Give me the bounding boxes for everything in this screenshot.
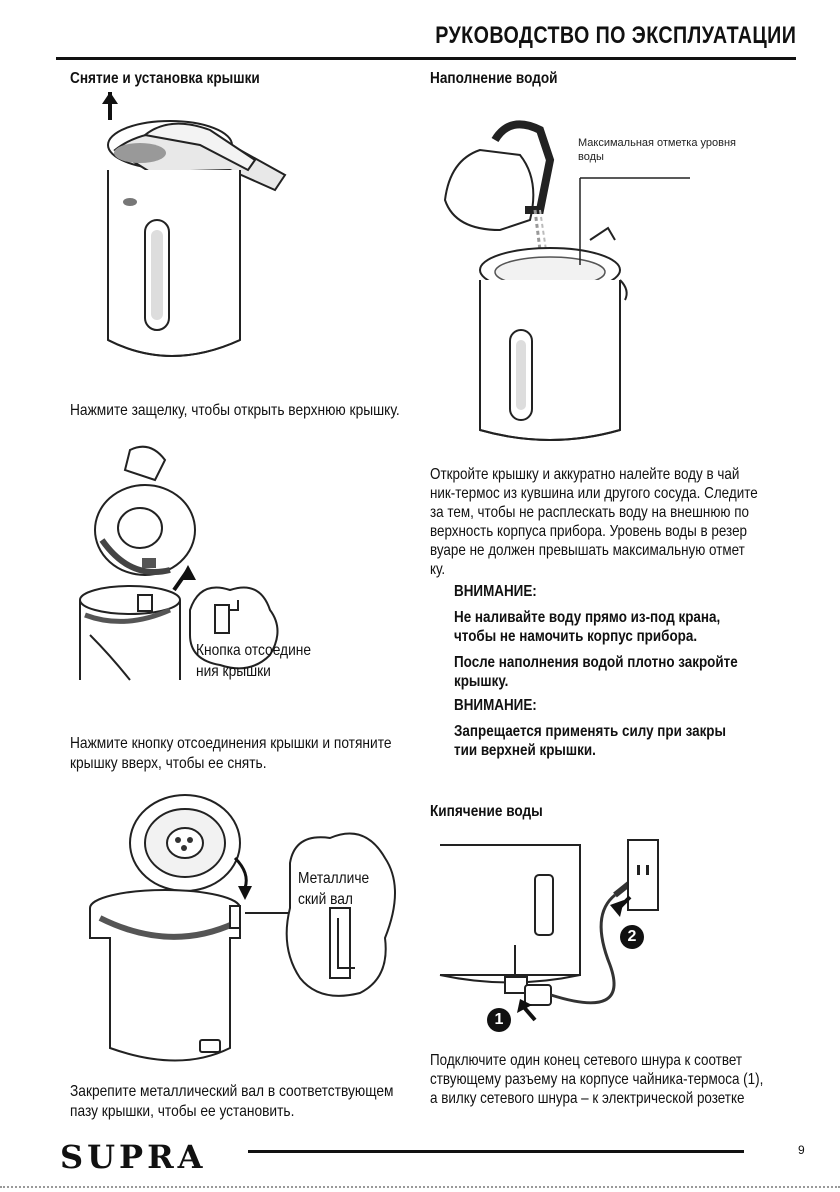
caption-line-1: Закрепите металлический вал в соответствующем — [70, 1083, 394, 1100]
para-line: вуаре не должен превышать максимальную отмет — [430, 542, 745, 559]
label-line-2: воды — [578, 151, 604, 163]
step-1-badge: 1 — [487, 1008, 511, 1032]
section-heading-lid: Снятие и установка крышки — [70, 70, 260, 87]
callout-metal-shaft — [298, 868, 369, 910]
callout-line-2: ния крышки — [196, 663, 271, 680]
label-line-1: Максимальная отметка уровня — [578, 137, 737, 149]
para-line: Откройте крышку и аккуратно налейте воду в чай — [430, 466, 740, 483]
para-line: Подключите один конец сетевого шнура к соответ — [430, 1052, 743, 1069]
warning-line: чтобы не намочить корпус прибора. — [454, 628, 698, 645]
lid-installation-illustration — [80, 778, 410, 1068]
para-line: ку. — [430, 561, 446, 578]
warning-text-tap — [454, 608, 720, 646]
warning-line: Не наливайте воду прямо из-под крана, — [454, 609, 721, 626]
warning-title-2: ВНИМАНИЕ: — [454, 697, 537, 714]
step-2-badge: 2 — [620, 925, 644, 949]
caption-line-1: Нажмите кнопку отсоединения крышки и потяните — [70, 735, 392, 752]
warning-text-close-lid — [454, 653, 738, 691]
caption-install-lid — [70, 1082, 393, 1122]
callout-line-2: ский вал — [298, 891, 353, 908]
para-line: а вилку сетевого шнура – к электрической розетке — [430, 1090, 745, 1107]
page-number: 9 — [798, 1143, 805, 1157]
para-line: ник-термос из кувшина или другого сосуда. Следите — [430, 485, 758, 502]
callout-lid-release-button — [196, 640, 311, 682]
caption-open-lid: Нажмите защелку, чтобы открыть верхнюю крышку. — [70, 402, 400, 419]
page-header-title: РУКОВОДСТВО ПО ЭКСПЛУАТАЦИИ — [434, 22, 796, 49]
warning-line: Запрещается применять силу при закры — [454, 723, 727, 740]
brand-logo: SUPRA — [60, 1138, 207, 1176]
warning-line: После наполнения водой плотно закройте — [454, 654, 738, 671]
page-edge-dotted-line — [0, 1186, 840, 1188]
power-connection-illustration — [430, 835, 690, 1045]
max-water-mark-label — [578, 136, 736, 164]
section-heading-boiling: Кипячение воды — [430, 803, 543, 820]
boiling-instructions-paragraph — [430, 1051, 763, 1108]
thermopot-latch-illustration — [90, 90, 310, 380]
caption-remove-lid — [70, 734, 392, 774]
footer-rule — [248, 1150, 744, 1153]
para-line: за тем, чтобы не расплескать воду на внешнюю по — [430, 504, 749, 521]
para-line: ствующему разъему на корпусе чайника-термоса (1), — [430, 1071, 764, 1088]
warning-text-force — [454, 722, 726, 760]
warning-title-1: ВНИМАНИЕ: — [454, 583, 537, 600]
caption-line-2: крышку вверх, чтобы ее снять. — [70, 755, 267, 772]
filling-instructions-paragraph — [430, 465, 758, 579]
callout-line-1: Металличе — [298, 870, 370, 887]
callout-line-1: Кнопка отсоедине — [196, 642, 312, 659]
warning-line: тии верхней крышки. — [454, 742, 596, 759]
section-heading-filling: Наполнение водой — [430, 70, 558, 87]
para-line: верхность корпуса прибора. Уровень воды в резер — [430, 523, 748, 540]
warning-line: крышку. — [454, 673, 509, 690]
header-rule — [56, 57, 796, 60]
caption-line-2: пазу крышки, чтобы ее установить. — [70, 1103, 295, 1120]
